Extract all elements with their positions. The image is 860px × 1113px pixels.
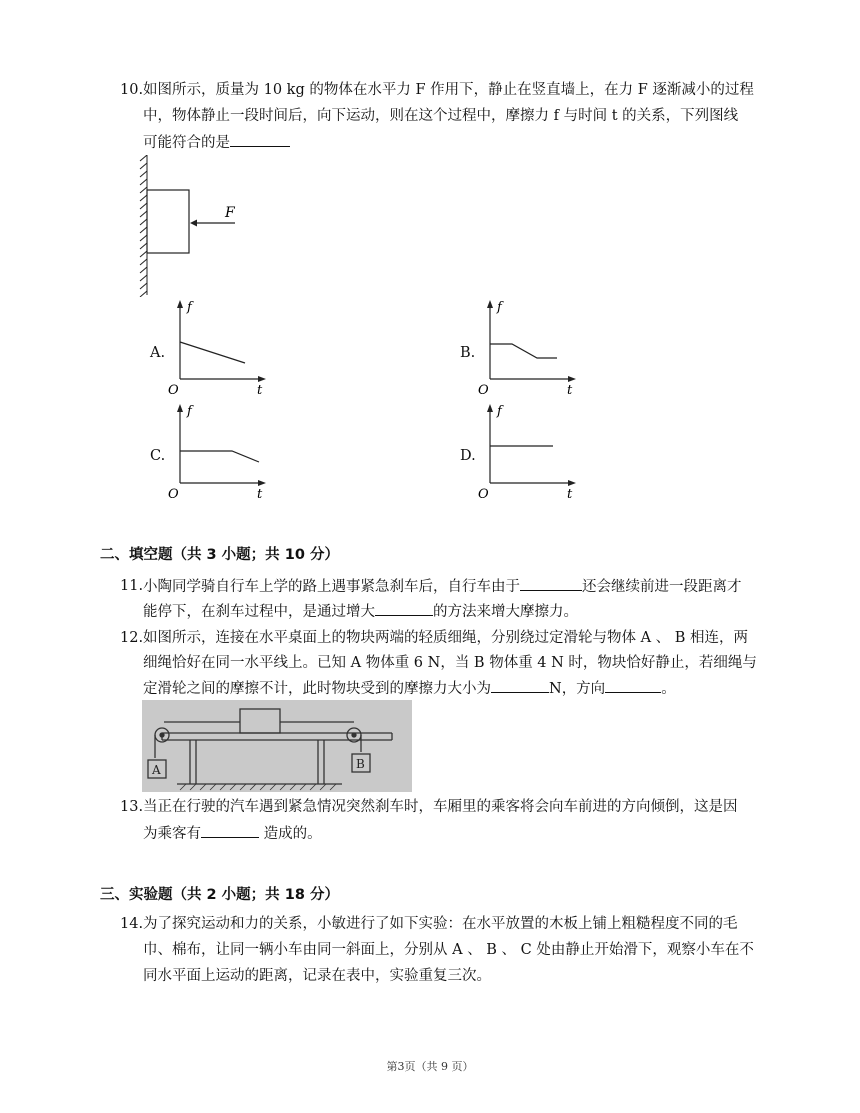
q12-line-3c: 。 [661, 681, 676, 697]
wall-block-figure [135, 155, 245, 297]
q10-number: 10. [120, 82, 144, 98]
graph-a [165, 297, 275, 395]
q11-line-1a: 小陶同学骑自行车上学的路上遇事紧急刹车后，自行车由于 [143, 579, 520, 595]
option-a-label[interactable]: A. [150, 345, 166, 361]
graph-d-y-arrow [487, 404, 493, 412]
graph-c-x-label: t [257, 487, 263, 499]
graph-c [165, 401, 275, 499]
graph-b-x-label: t [567, 383, 573, 395]
q10-line-1: 如图所示，质量为 10 kg 的物体在水平力 F 作用下，静止在竖直墙上，在力 F 逐渐减小的过程 [143, 82, 754, 98]
q13-line-2 [143, 823, 322, 844]
graph-c-curve [180, 451, 259, 462]
force-arrow-head [190, 220, 197, 227]
q11-number: 11. [120, 578, 144, 594]
q12-line-1: 如图所示，连接在水平桌面上的物块两端的轻质细绳，分别绕过定滑轮与物体 A 、 B 相连，两 [143, 630, 749, 646]
q14-line-3: 同水平面上运动的距离，记录在表中，实验重复三次。 [143, 968, 491, 984]
q10-answer-blank[interactable] [230, 132, 290, 147]
q14-line-1: 为了探究运动和力的关系，小敏进行了如下实验：在水平放置的木板上铺上粗糙程度不同的毛 [143, 916, 738, 932]
graph-c-y-arrow [177, 404, 183, 412]
graph-a-x-arrow [258, 376, 266, 382]
force-label: F [225, 205, 235, 221]
pulley-figure [142, 700, 412, 792]
q10-line-2: 中，物体静止一段时间后，向下运动，则在这个过程中，摩擦力 f 与时间 t 的关系，下列图线 [143, 108, 739, 124]
weight-b-label: B [356, 757, 365, 771]
graph-a-y-arrow [177, 300, 183, 308]
block [147, 190, 189, 253]
option-d-label[interactable]: D. [460, 448, 476, 464]
q12-line-2: 细绳恰好在同一水平线上。已知 A 物体重 6 N，当 B 物体重 4 N 时，物块恰好静止，若细绳与 [143, 655, 757, 671]
q12-line-3 [143, 678, 676, 699]
graph-d-y-label: f [497, 404, 502, 419]
q11-line-2b: 的方法来增大摩擦力。 [433, 604, 578, 620]
graph-c-origin: O [168, 487, 179, 499]
q11-blank-1[interactable] [520, 576, 582, 591]
graph-c-y-label: f [187, 404, 192, 419]
option-b-label[interactable]: B. [460, 345, 476, 361]
section-3-title: 三、实验题（共 2 小题；共 18 分） [100, 887, 339, 903]
q13-line-2b: 造成的。 [263, 826, 322, 842]
q12-blank-1[interactable] [491, 678, 549, 693]
q11-line-1b: 还会继续前进一段距离才 [582, 579, 742, 595]
q12-line-3b: N，方向 [549, 681, 606, 697]
q10-line-3 [143, 132, 290, 153]
q10-line-3-text: 可能符合的是 [143, 135, 230, 151]
wall-hatching [140, 155, 147, 297]
page-footer: 第3页（共 9 页） [386, 1060, 474, 1073]
graph-d-x-label: t [567, 487, 573, 499]
weight-a-label: A [152, 763, 161, 777]
graph-b [475, 297, 585, 395]
graph-a-y-label: f [187, 300, 192, 315]
q14-number: 14. [120, 916, 144, 932]
graph-d-origin: O [478, 487, 489, 499]
graph-a-curve [180, 342, 245, 363]
q11-line-2a: 能停下，在刹车过程中，是通过增大 [143, 604, 375, 620]
option-c-label[interactable]: C. [150, 448, 166, 464]
graph-d [475, 401, 585, 499]
graph-a-origin: O [168, 383, 179, 395]
figure-background [142, 700, 412, 792]
graph-b-origin: O [478, 383, 489, 395]
q12-line-3a: 定滑轮之间的摩擦不计，此时物块受到的摩擦力大小为 [143, 681, 491, 697]
graph-a-x-label: t [257, 383, 263, 395]
graph-b-y-arrow [487, 300, 493, 308]
graph-d-x-arrow [568, 480, 576, 486]
q11-line-2 [143, 601, 578, 622]
q12-blank-2[interactable] [605, 678, 661, 693]
q13-line-2a: 为乘客有 [143, 826, 201, 842]
q12-number: 12. [120, 630, 144, 646]
q13-line-1: 当正在行驶的汽车遇到紧急情况突然刹车时，车厢里的乘客将会向车前进的方向倾倒，这是因 [143, 799, 738, 815]
q14-line-2: 巾、棉布，让同一辆小车由同一斜面上，分别从 A 、 B 、 C 处由静止开始滑下，观察小车在不 [143, 942, 754, 958]
graph-b-curve [490, 344, 557, 358]
q13-blank[interactable] [201, 823, 259, 838]
graph-b-y-label: f [497, 300, 502, 315]
section-2-title: 二、填空题（共 3 小题；共 10 分） [100, 547, 339, 563]
q13-number: 13. [120, 799, 144, 815]
q11-line-1 [143, 576, 742, 597]
graph-b-x-arrow [568, 376, 576, 382]
q11-blank-2[interactable] [375, 601, 433, 616]
graph-c-x-arrow [258, 480, 266, 486]
